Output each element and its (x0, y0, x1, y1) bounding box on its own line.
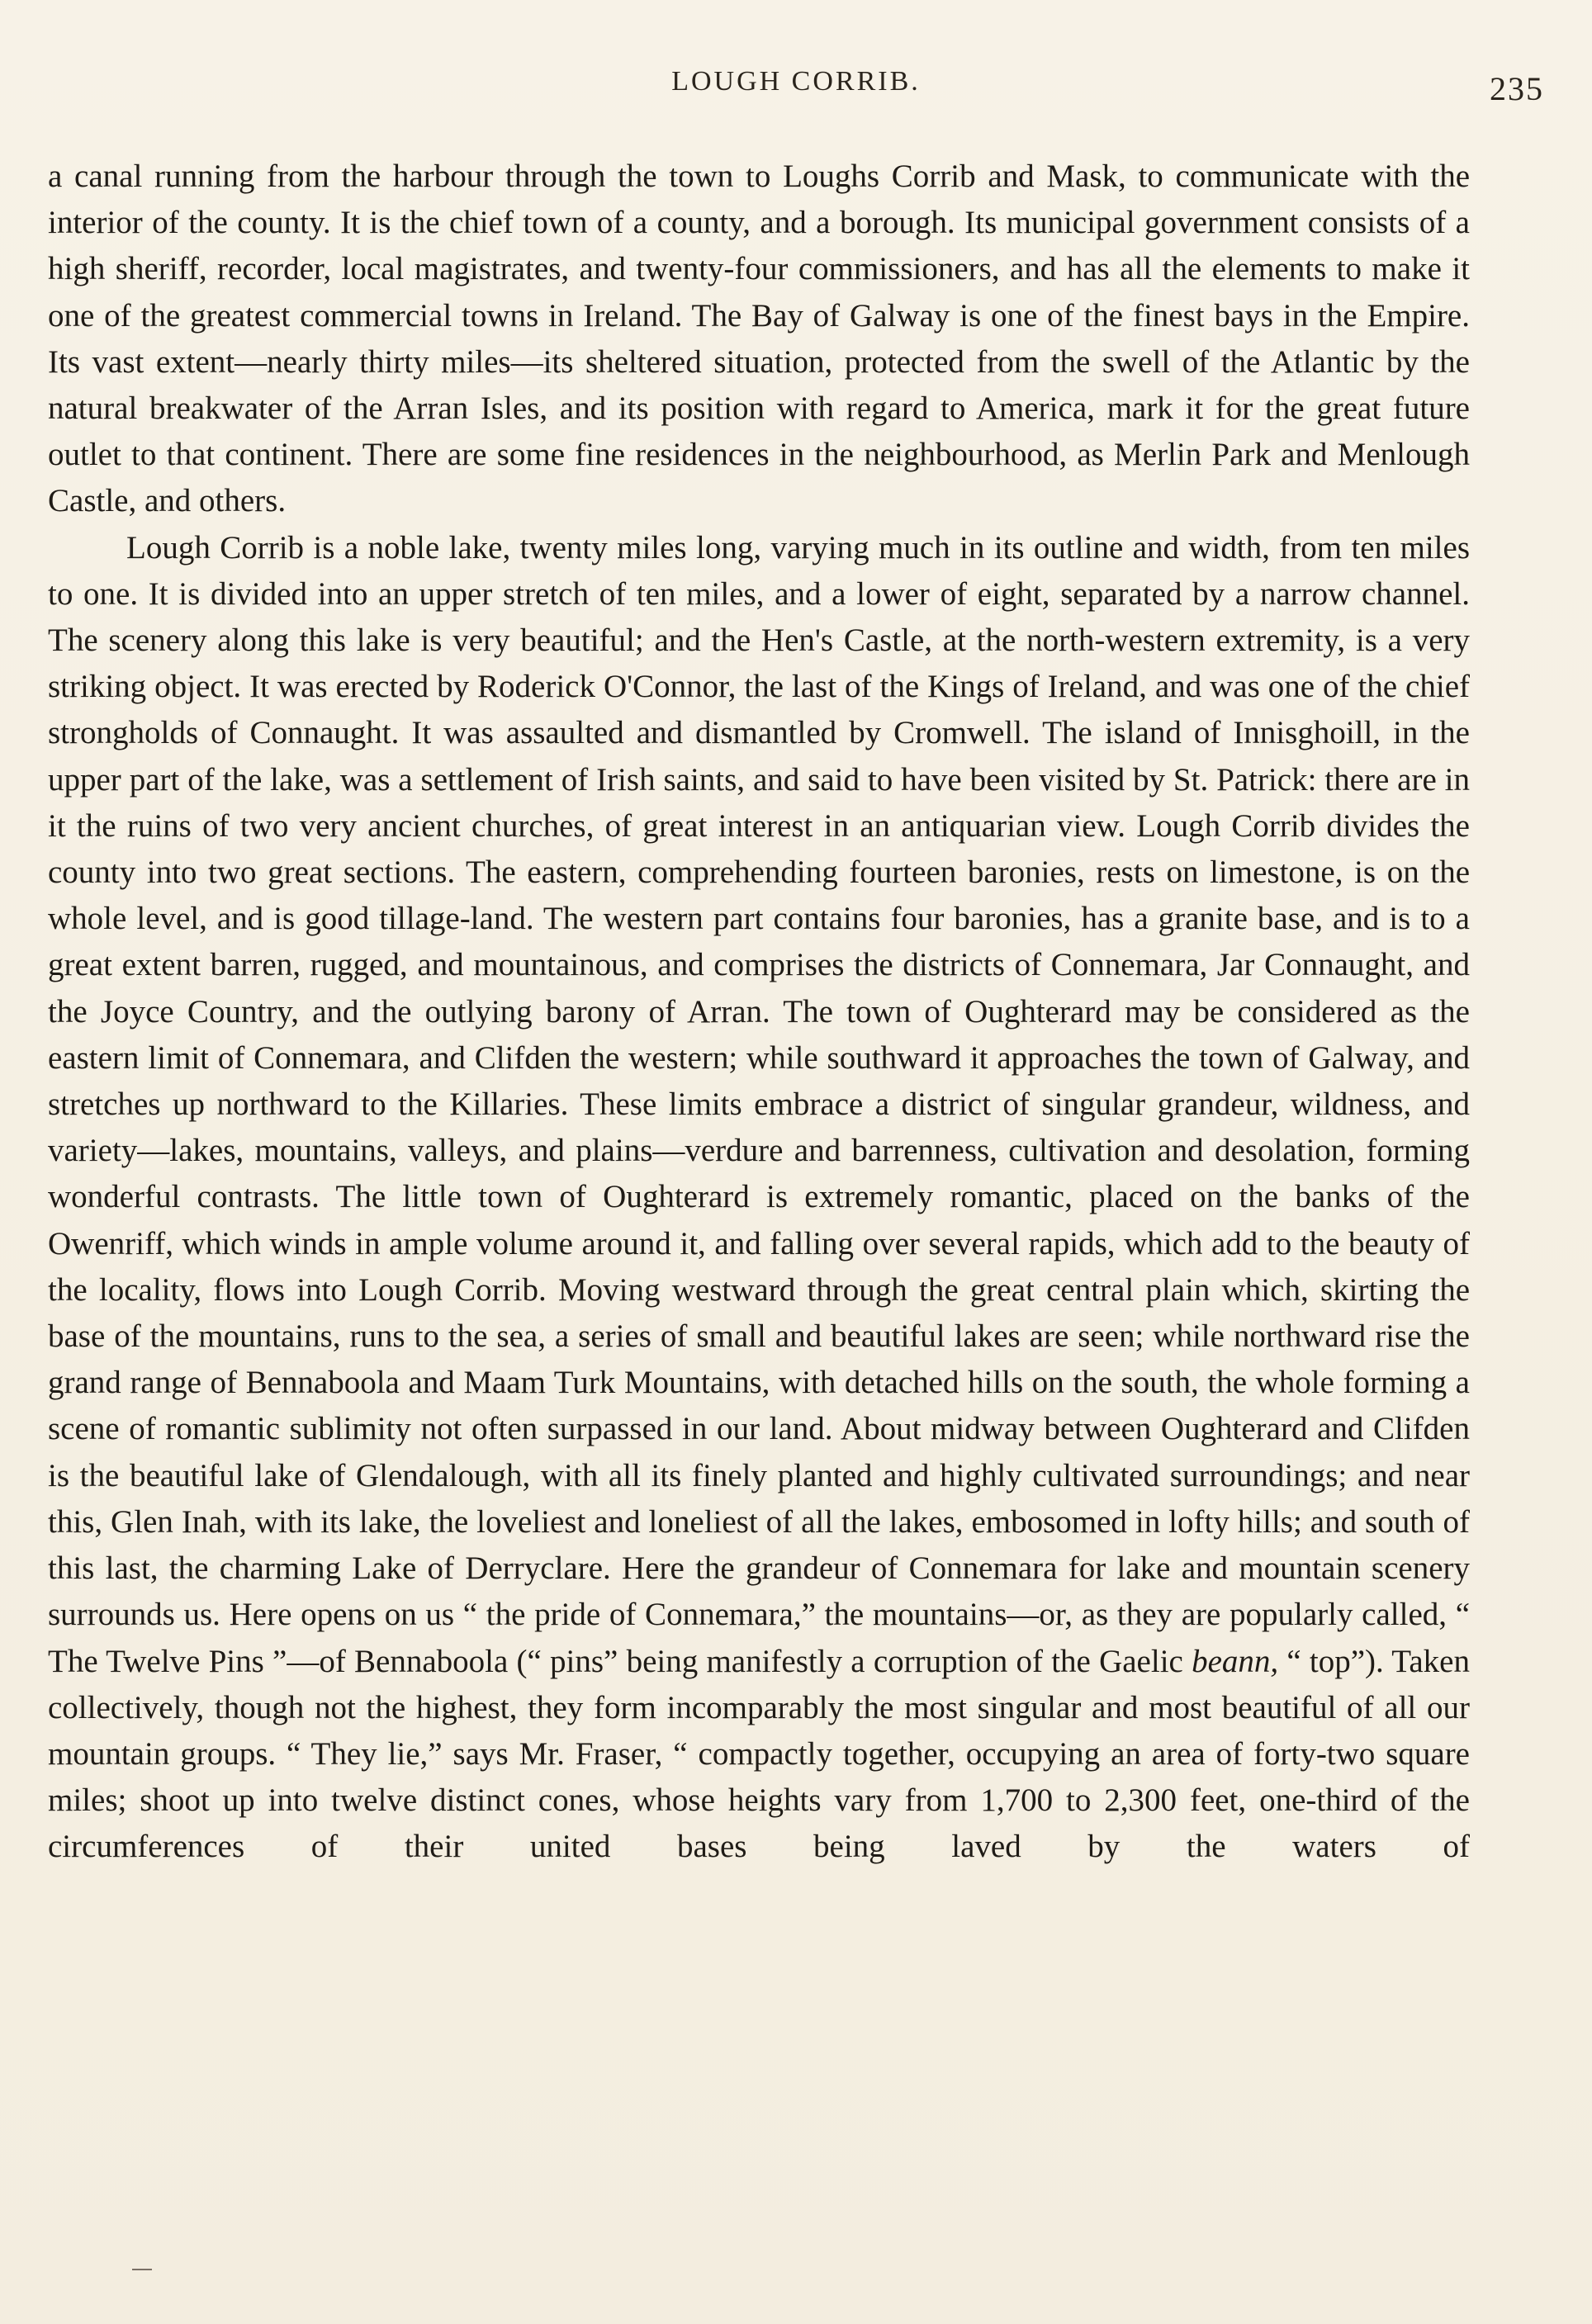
paragraph-2 (48, 525, 1470, 1871)
footer-dash (132, 2269, 152, 2270)
page-header (48, 66, 1544, 116)
paragraph-2-italic-word: beann, (1192, 1643, 1279, 1679)
paragraph-1: a canal running from the harbour through the town to Loughs Corrib and Mask, to communicate with the interior of the county. It is the chief town of a county, and a borough. Its municipal government consists of a high sheriff, recorder, local magistrates, and twenty-four commissioners, and has all the elements to make it one of the greatest commercial towns in Ireland. The Bay of Galway is one of the finest bays in the Empire. Its vast extent—nearly thirty miles—its sheltered situation, protected from the swell of the Atlantic by the natural breakwater of the Arran Isles, and its position with regard to America, mark it for the great future outlet to that continent. There are some fine residences in the neighbourhood, as Merlin Park and Menlough Castle, and others. (48, 159, 1470, 519)
paragraph-2-text-b: “ top”). Taken collectively, though not the highest, they form incomparably the most singular and most beautiful of all our mountain groups. “ They lie,” says Mr. Fraser, “ compactly together, occupying an area of forty-two square miles; shoot up into twelve distinct cones, whose heights vary from 1,700 to 2,300 feet, one-third of the circumferences of their united bases being laved by the waters of (48, 1643, 1470, 1865)
paragraph-2-text-a: Lough Corrib is a noble lake, twenty miles long, varying much in its outline and width, from ten miles to one. It is divided into an upper stretch of ten miles, and a lower of eight, separated by a narrow channel. The scenery along this lake is very beautiful; and the Hen's Castle, at the north-western extremity, is a very striking object. It was erected by Roderick O'Connor, the last of the Kings of Ireland, and was one of the chief strongholds of Connaught. It was assaulted and dismantled by Cromwell. The island of Innisghoill, in the upper part of the lake, was a settlement of Irish saints, and said to have been visited by St. Patrick: there are in it the ruins of two very ancient churches, of great interest in an antiquarian view. Lough Corrib divides the county into two great sections. The eastern, comprehending fourteen baronies, rests on limestone, is on the whole level, and is good tillage-land. The western part contains four baronies, has a granite base, and is to a great extent barren, rugged, and mountainous, and comprises the districts of Connemara, Jar Connaught, and the Joyce Country, and the outlying barony of Arran. The town of Oughterard may be considered as the eastern limit of Connemara, and Clifden the western; while southward it approaches the town of Galway, and stretches up northward to the Killaries. These limits embrace a district of singular grandeur, wildness, and variety—lakes, mountains, valleys, and plains—verdure and barrenness, cultivation and desolation, forming wonderful contrasts. The little town of Oughterard is extremely romantic, placed on the banks of the Owenriff, which winds in ample volume around it, and falling over several rapids, which add to the beauty of the locality, flows into Lough Corrib. Moving westward through the great central plain which, skirting the base of the mountains, runs to the sea, a series of small and beautiful lakes are seen; while northward rise the grand range of Bennaboola and Maam Turk Mountains, with detached hills on the south, the whole forming a scene of romantic sublimity not often surpassed in our land. About midway between Oughterard and Clifden is the beautiful lake of Glendalough, with all its finely planted and highly cultivated surroundings; and near this, Glen Inah, with its lake, the loveliest and loneliest of all the lakes, embosomed in lofty hills; and south of this last, the charming Lake of Derryclare. Here the grandeur of Connemara for lake and mountain scenery surrounds us. Here opens on us “ the pride of Connemara,” the mountains—or, as they are popularly called, “ The Twelve Pins ”—of Bennaboola (“ pins” being manifestly a corruption of the Gaelic (48, 529, 1470, 1679)
body-text (48, 154, 1470, 1871)
running-title: LOUGH CORRIB. (671, 66, 921, 97)
page-number: 235 (1490, 70, 1544, 107)
